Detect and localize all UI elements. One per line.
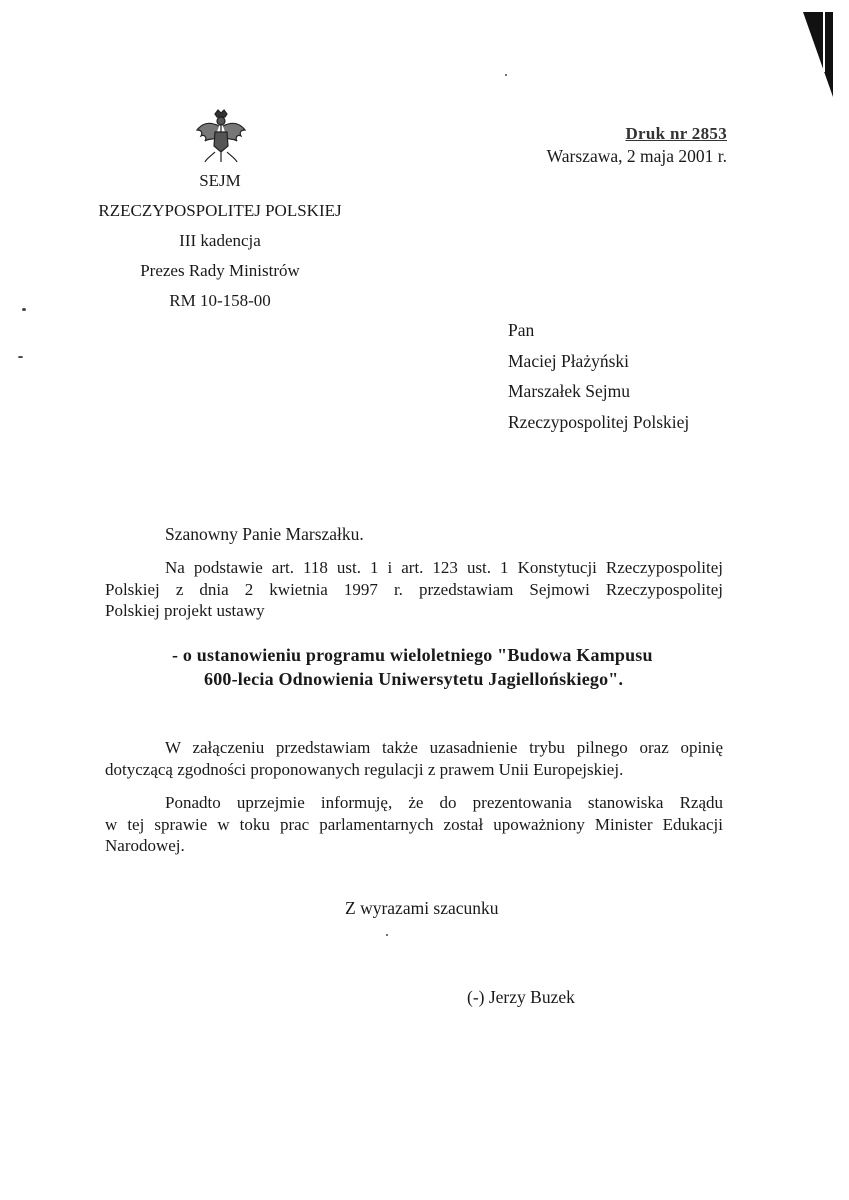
paragraph-line: Ponadto uprzejmie informuję, że do prezentowania stanowiska Rządu	[165, 793, 723, 812]
reference-number: RM 10-158-00	[169, 291, 271, 310]
bill-title-line: - o ustanowieniu programu wieloletniego "Budowa Kampusu	[172, 645, 653, 665]
sender-title: Prezes Rady Ministrów	[140, 261, 300, 280]
term-line: III kadencja	[179, 231, 261, 250]
institution-line-2: RZECZYPOSPOLITEJ POLSKIEJ	[98, 201, 342, 220]
paragraph-line: Narodowej.	[105, 836, 185, 855]
paragraph-line: W załączeniu przedstawiam także uzasadnienie trybu pilnego oraz opinię	[165, 738, 723, 757]
paragraph-line: Polskiej z dnia 2 kwietnia 1997 r. przedstawiam Sejmowi Rzeczypospolitej	[105, 579, 723, 599]
polish-eagle-emblem-icon	[193, 108, 249, 164]
place-date: Warszawa, 2 maja 2001 r.	[546, 146, 727, 166]
scan-speck	[22, 308, 26, 311]
recipient-position: Marszałek Sejmu	[508, 381, 630, 401]
print-number: Druk nr 2853	[625, 124, 727, 143]
paragraph-authorization	[105, 792, 723, 857]
paragraph-line: Polskiej projekt ustawy	[105, 601, 265, 620]
bill-title-line: 600-lecia Odnowienia Uniwersytetu Jagiellońskiego".	[204, 669, 624, 689]
paragraph-line: w tej sprawie w toku prac parlamentarnych został upoważniony Minister Edukacji	[105, 814, 723, 834]
paragraph-attachments	[105, 737, 723, 780]
recipient-block	[508, 315, 689, 437]
bill-title	[172, 643, 732, 691]
recipient-body: Rzeczypospolitej Polskiej	[508, 411, 690, 432]
sender-header	[80, 166, 360, 316]
scan-speck	[505, 74, 507, 76]
institution-line-1: SEJM	[199, 171, 241, 190]
scan-edge-mark	[803, 12, 833, 97]
closing: Z wyrazami szacunku	[345, 898, 499, 918]
salutation: Szanowny Panie Marszałku.	[165, 524, 364, 544]
paragraph-line: dotyczącą zgodności proponowanych regulacji z prawem Unii Europejskiej.	[105, 759, 624, 779]
paragraph-legal-basis	[105, 557, 723, 622]
recipient-name: Maciej Płażyński	[508, 350, 630, 371]
scan-speck	[18, 356, 23, 358]
scan-speck	[386, 934, 388, 936]
recipient-prefix: Pan	[508, 320, 535, 340]
signature: (-) Jerzy Buzek	[467, 987, 575, 1007]
paragraph-line: Na podstawie art. 118 ust. 1 i art. 123 ust. 1 Konstytucji Rzeczypospolitej	[165, 558, 723, 577]
